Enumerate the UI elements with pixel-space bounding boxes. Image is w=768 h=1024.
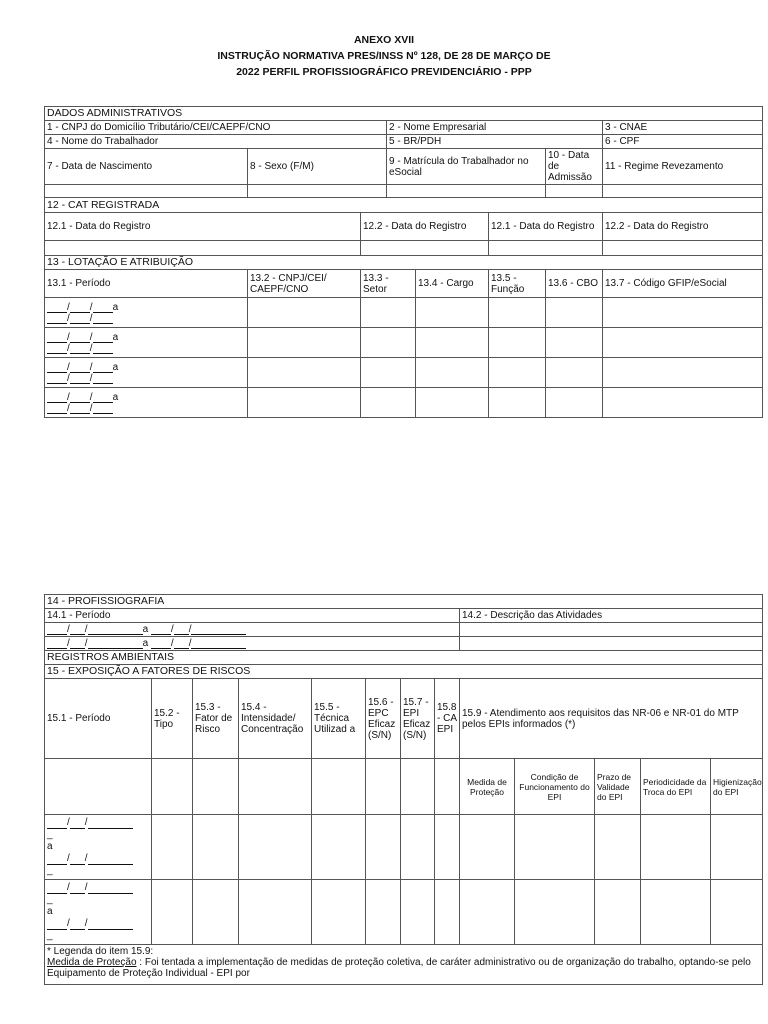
blank-cell	[435, 759, 460, 815]
field-sexo: 8 - Sexo (F/M)	[248, 149, 387, 185]
blank-cell	[641, 815, 711, 880]
lotacao-h-periodo: 13.1 - Período	[45, 270, 248, 298]
blank-cell	[361, 388, 416, 418]
lotacao-h-gfip: 13.7 - Código GFIP/eSocial	[603, 270, 763, 298]
blank-cell	[460, 880, 515, 945]
field-br-pdh: 5 - BR/PDH	[387, 135, 603, 149]
blank-cell	[45, 185, 248, 198]
prof-row	[45, 623, 763, 637]
blank-cell	[248, 185, 387, 198]
blank-cell	[248, 298, 361, 328]
blank-cell	[193, 759, 239, 815]
lotacao-h-setor: 13.3 - Setor	[361, 270, 416, 298]
lotacao-periodo: / / a / /	[45, 328, 248, 358]
field-regime: 11 - Regime Revezamento	[603, 149, 763, 185]
amb-h-periodo: 15.1 - Período	[45, 679, 152, 759]
blank-cell	[435, 880, 460, 945]
blank-cell	[546, 185, 603, 198]
amb-s-periodicidade: Periodicidade da Troca do EPI	[641, 759, 711, 815]
amb-s-higienizacao: Higienização do EPI	[711, 759, 763, 815]
blank-cell	[193, 880, 239, 945]
lotacao-h-cargo: 13.4 - Cargo	[416, 270, 489, 298]
blank-cell	[711, 815, 763, 880]
blank-cell	[416, 298, 489, 328]
blank-cell	[401, 759, 435, 815]
blank-cell	[312, 880, 366, 945]
blank-cell	[515, 815, 595, 880]
blank-cell	[711, 880, 763, 945]
blank-cell	[239, 815, 312, 880]
document-title	[0, 32, 768, 80]
blank-cell	[401, 815, 435, 880]
field-matricula: 9 - Matrícula do Trabalhador no eSocial	[387, 149, 546, 185]
lotacao-periodo: / / a / /	[45, 388, 248, 418]
amb-s-medida: Medida de Proteção	[460, 759, 515, 815]
prof-periodo: / / a / /	[45, 623, 460, 637]
blank-cell	[546, 298, 603, 328]
blank-cell	[460, 623, 763, 637]
amb-h-epc: 15.6 - EPC Eficaz (S/N)	[366, 679, 401, 759]
blank-cell	[193, 815, 239, 880]
blank-cell	[152, 759, 193, 815]
field-nome-empresarial: 2 - Nome Empresarial	[387, 121, 603, 135]
field-nome-trabalhador: 4 - Nome do Trabalhador	[45, 135, 387, 149]
blank-cell	[460, 815, 515, 880]
blank-cell	[366, 815, 401, 880]
lotacao-row	[45, 298, 763, 328]
blank-cell	[595, 880, 641, 945]
amb-h-atendimento: 15.9 - Atendimento aos requisitos das NR-06 e NR-01 do MTP pelos EPIs informados (*)	[460, 679, 763, 759]
legend	[45, 945, 763, 985]
title-line-1: ANEXO XVII	[353, 34, 415, 46]
blank-cell	[603, 388, 763, 418]
blank-cell	[515, 880, 595, 945]
blank-cell	[248, 328, 361, 358]
blank-cell	[248, 388, 361, 418]
blank-cell	[603, 328, 763, 358]
blank-cell	[546, 328, 603, 358]
section-exposicao: 15 - EXPOSIÇÃO A FATORES DE RISCOS	[45, 665, 763, 679]
lotacao-h-cbo: 13.6 - CBO	[546, 270, 603, 298]
lotacao-h-funcao: 13.5 - Função	[489, 270, 546, 298]
title-line-3: 2022 PERFIL PROFISSIOGRÁFICO PREVIDENCIÁRIO - PPP	[236, 66, 532, 78]
blank-cell	[435, 815, 460, 880]
field-cnpj: 1 - CNPJ do Domicílio Tributário/CEI/CAEPF/CNO	[45, 121, 387, 135]
blank-cell	[603, 358, 763, 388]
lotacao-periodo: / / a / /	[45, 298, 248, 328]
amb-periodo: / / _ a / / _	[45, 815, 152, 880]
prof-h-periodo: 14.1 - Período	[45, 609, 460, 623]
lotacao-row	[45, 358, 763, 388]
administrative-table	[44, 106, 763, 418]
blank-cell	[45, 241, 361, 256]
blank-cell	[603, 241, 763, 256]
blank-cell	[366, 880, 401, 945]
section-profissiografia: 14 - PROFISSIOGRAFIA	[45, 595, 763, 609]
blank-cell	[595, 815, 641, 880]
amb-s-condicao: Condição de Funcionamento do EPI	[515, 759, 595, 815]
legend-title: * Legenda do item 15.9:	[47, 946, 154, 957]
amb-h-tecnica: 15.5 - Técnica Utilizad a	[312, 679, 366, 759]
blank-cell	[603, 185, 763, 198]
blank-cell	[489, 328, 546, 358]
blank-cell	[239, 759, 312, 815]
blank-cell	[361, 358, 416, 388]
blank-cell	[152, 815, 193, 880]
amb-h-fator: 15.3 - Fator de Risco	[193, 679, 239, 759]
legend-term: Medida de Proteção	[47, 957, 137, 968]
amb-h-tipo: 15.2 - Tipo	[152, 679, 193, 759]
blank-cell	[416, 388, 489, 418]
blank-cell	[416, 358, 489, 388]
cat-data-registro-1: 12.1 - Data do Registro	[45, 213, 361, 241]
cat-data-registro-3: 12.1 - Data do Registro	[489, 213, 603, 241]
amb-row	[45, 815, 763, 880]
amb-periodo: / / _ a / / _	[45, 880, 152, 945]
section-admin: DADOS ADMINISTRATIVOS	[45, 107, 763, 121]
lotacao-row	[45, 388, 763, 418]
amb-h-intensidade: 15.4 - Intensidade/ Concentração	[239, 679, 312, 759]
blank-cell	[460, 637, 763, 651]
lotacao-h-cnpj: 13.2 - CNPJ/CEI/ CAEPF/CNO	[248, 270, 361, 298]
prof-h-descricao: 14.2 - Descrição das Atividades	[460, 609, 763, 623]
profissiografia-table	[44, 594, 763, 985]
blank-cell	[45, 759, 152, 815]
blank-cell	[361, 298, 416, 328]
blank-cell	[416, 328, 489, 358]
blank-cell	[546, 388, 603, 418]
blank-cell	[401, 880, 435, 945]
blank-cell	[489, 241, 603, 256]
blank-cell	[152, 880, 193, 945]
blank-cell	[387, 185, 546, 198]
lotacao-row	[45, 328, 763, 358]
cat-data-registro-2: 12.2 - Data do Registro	[361, 213, 489, 241]
lotacao-periodo: / / a / /	[45, 358, 248, 388]
amb-s-prazo: Prazo de Validade do EPI	[595, 759, 641, 815]
amb-h-ca: 15.8 - CA EPI	[435, 679, 460, 759]
blank-cell	[603, 298, 763, 328]
section-cat: 12 - CAT REGISTRADA	[45, 198, 763, 213]
blank-cell	[489, 298, 546, 328]
field-data-nascimento: 7 - Data de Nascimento	[45, 149, 248, 185]
prof-periodo: / / a / /	[45, 637, 460, 651]
blank-cell	[366, 759, 401, 815]
amb-row	[45, 880, 763, 945]
blank-cell	[312, 759, 366, 815]
blank-cell	[489, 358, 546, 388]
prof-row	[45, 637, 763, 651]
field-data-admissao: 10 - Data de Admissão	[546, 149, 603, 185]
section-registros-ambientais: REGISTROS AMBIENTAIS	[45, 651, 763, 665]
blank-cell	[641, 880, 711, 945]
blank-cell	[248, 358, 361, 388]
field-cpf: 6 - CPF	[603, 135, 763, 149]
cat-data-registro-4: 12.2 - Data do Registro	[603, 213, 763, 241]
blank-cell	[489, 388, 546, 418]
blank-cell	[361, 241, 489, 256]
amb-h-epi: 15.7 - EPI Eficaz (S/N)	[401, 679, 435, 759]
title-line-2: INSTRUÇÃO NORMATIVA PRES/INSS Nº 128, DE 28 DE MARÇO DE	[217, 50, 551, 62]
section-lotacao: 13 - LOTAÇÃO E ATRIBUIÇÃO	[45, 256, 763, 270]
blank-cell	[546, 358, 603, 388]
field-cnae: 3 - CNAE	[603, 121, 763, 135]
blank-cell	[361, 328, 416, 358]
blank-cell	[239, 880, 312, 945]
blank-cell	[312, 815, 366, 880]
legend-text: : Foi tentada a implementação de medidas de proteção coletiva, de caráter administrativo ou de organização do trabalho, optando-se pelo Equipamento de Proteção Individual - EPI por	[47, 957, 751, 979]
